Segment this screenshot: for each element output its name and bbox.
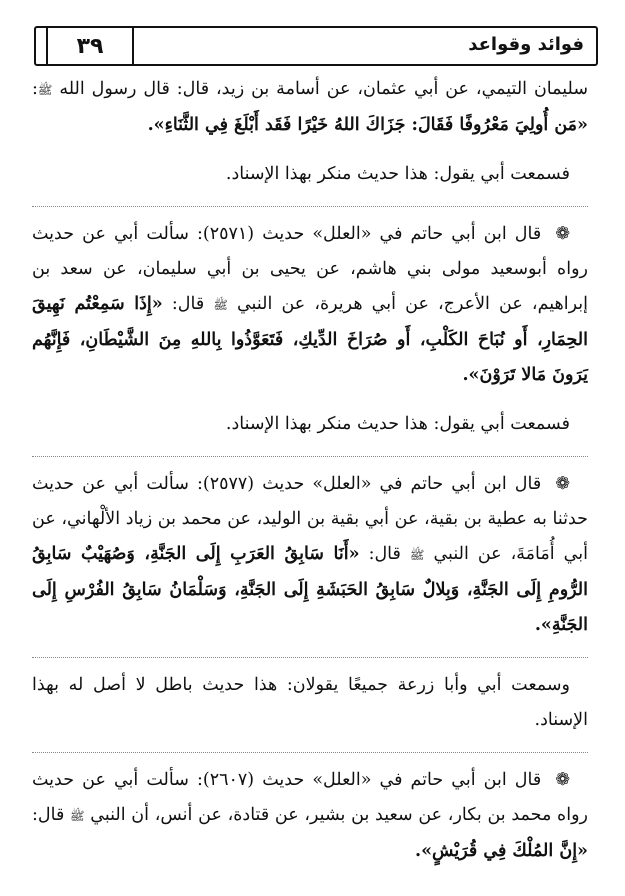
section-divider bbox=[32, 752, 588, 753]
paragraph-text: سليمان التيمي، عن أبي عثمان، عن أسامة بن زيد، قال: قال رسول الله bbox=[59, 79, 588, 99]
qal-text: قال: bbox=[171, 294, 205, 314]
paragraph-1: سليمان التيمي، عن أبي عثمان، عن أسامة بن زيد، قال: قال رسول الله ﷺ: «مَن أُولِيَ مَعْرُوفًا فَقَالَ: جَزَاكَ اللهُ خَيْرًا فَقَد أَبْلَغَ فِي الثَّنَاءِ». bbox=[32, 79, 588, 135]
page-number: ٣٩ bbox=[46, 26, 134, 66]
qal-text: قال: bbox=[368, 544, 401, 564]
section-divider bbox=[32, 657, 588, 658]
paragraph-text: قال ابن أبي حاتم في «العلل» حديث (٢٥٧٧): سألت أبي عن حديث حدثنا به عطية بن بقية، عن أبي بقية بن الوليد، عن محمد بن زياد الألْهاني، عن أبي أُمَامَةَ، عن النبي bbox=[32, 474, 588, 564]
hadith-quote: «إِنَّ المُلْكَ فِي قُرَيْشٍ». bbox=[415, 841, 588, 861]
salutation-icon: ﷺ bbox=[409, 548, 425, 562]
paragraph-6 bbox=[32, 668, 588, 738]
running-title: فوائد وقواعد bbox=[468, 34, 584, 55]
hadith-quote: «مَن أُولِيَ مَعْرُوفًا فَقَالَ: جَزَاكَ اللهُ خَيْرًا فَقَد أَبْلَغَ فِي الثَّنَاءِ». bbox=[147, 115, 588, 135]
qal-text: قال: bbox=[32, 805, 65, 825]
hadith-quote: «إِذَا سَمِعْتُم نَهِيقَ الحِمَارِ، أَو نُبَاحَ الكَلْبِ، أَو صُرَاخَ الدِّيكِ، فَتَعَوَّذُوا بِاللهِ مِنَ الشَّيْطَانِ، فَإِنَّهُم يَرَونَ مَالا تَرَوْنَ». bbox=[32, 294, 588, 385]
salutation-icon: ﷺ bbox=[213, 298, 228, 312]
hadith-quote: «أَنَا سَابِقُ العَرَبِ إِلَى الجَنَّةِ، وَصُهَيْبٌ سَابِقُ الرُّومِ إِلَى الجَنَّةِ، وَبِلالٌ سَابِقُ الحَبَشَةِ إِلَى الجَنَّةِ، وَسَلْمَانُ سَابِقُ الفُرْسِ إِلَى الجَنَّةِ». bbox=[32, 544, 588, 635]
page-header bbox=[34, 26, 598, 66]
paragraph-4 bbox=[32, 407, 588, 442]
paragraph-7 bbox=[32, 763, 588, 869]
paragraph-text: وسمعت أبي وأبا زرعة جميعًا يقولان: هذا حديث باطل لا أصل له بهذا الإسناد. bbox=[32, 675, 588, 730]
salutation-icon: ﷺ bbox=[37, 83, 53, 97]
flower-icon: ❁ bbox=[555, 224, 570, 244]
paragraph-2 bbox=[32, 157, 588, 192]
paragraph-text: قال ابن أبي حاتم في «العلل» حديث (٢٦٠٧): سألت أبي عن حديث رواه محمد بن بكار، عن سعيد بن بشير، عن قتادة، عن أنس، أن النبي bbox=[32, 770, 588, 825]
flower-icon: ❁ bbox=[555, 474, 570, 494]
paragraph-3 bbox=[32, 217, 588, 393]
salutation-icon: ﷺ bbox=[70, 809, 85, 823]
paragraph-text: فسمعت أبي يقول: هذا حديث منكر بهذا الإسناد. bbox=[225, 414, 570, 434]
paragraph-text: فسمعت أبي يقول: هذا حديث منكر بهذا الإسناد. bbox=[225, 164, 570, 184]
section-divider bbox=[32, 456, 588, 457]
section-divider bbox=[32, 206, 588, 207]
paragraph-5 bbox=[32, 467, 588, 643]
flower-icon: ❁ bbox=[555, 770, 570, 790]
page-body bbox=[32, 72, 588, 883]
paragraph-text: قال ابن أبي حاتم في «العلل» حديث (٢٥٧١): سألت أبي عن حديث رواه أبوسعيد مولى بني هاشم، عن يحيى بن أبي سليمان، عن سعد بن إبراهيم، عن الأعرج، عن أبي هريرة، عن النبي bbox=[32, 224, 588, 314]
